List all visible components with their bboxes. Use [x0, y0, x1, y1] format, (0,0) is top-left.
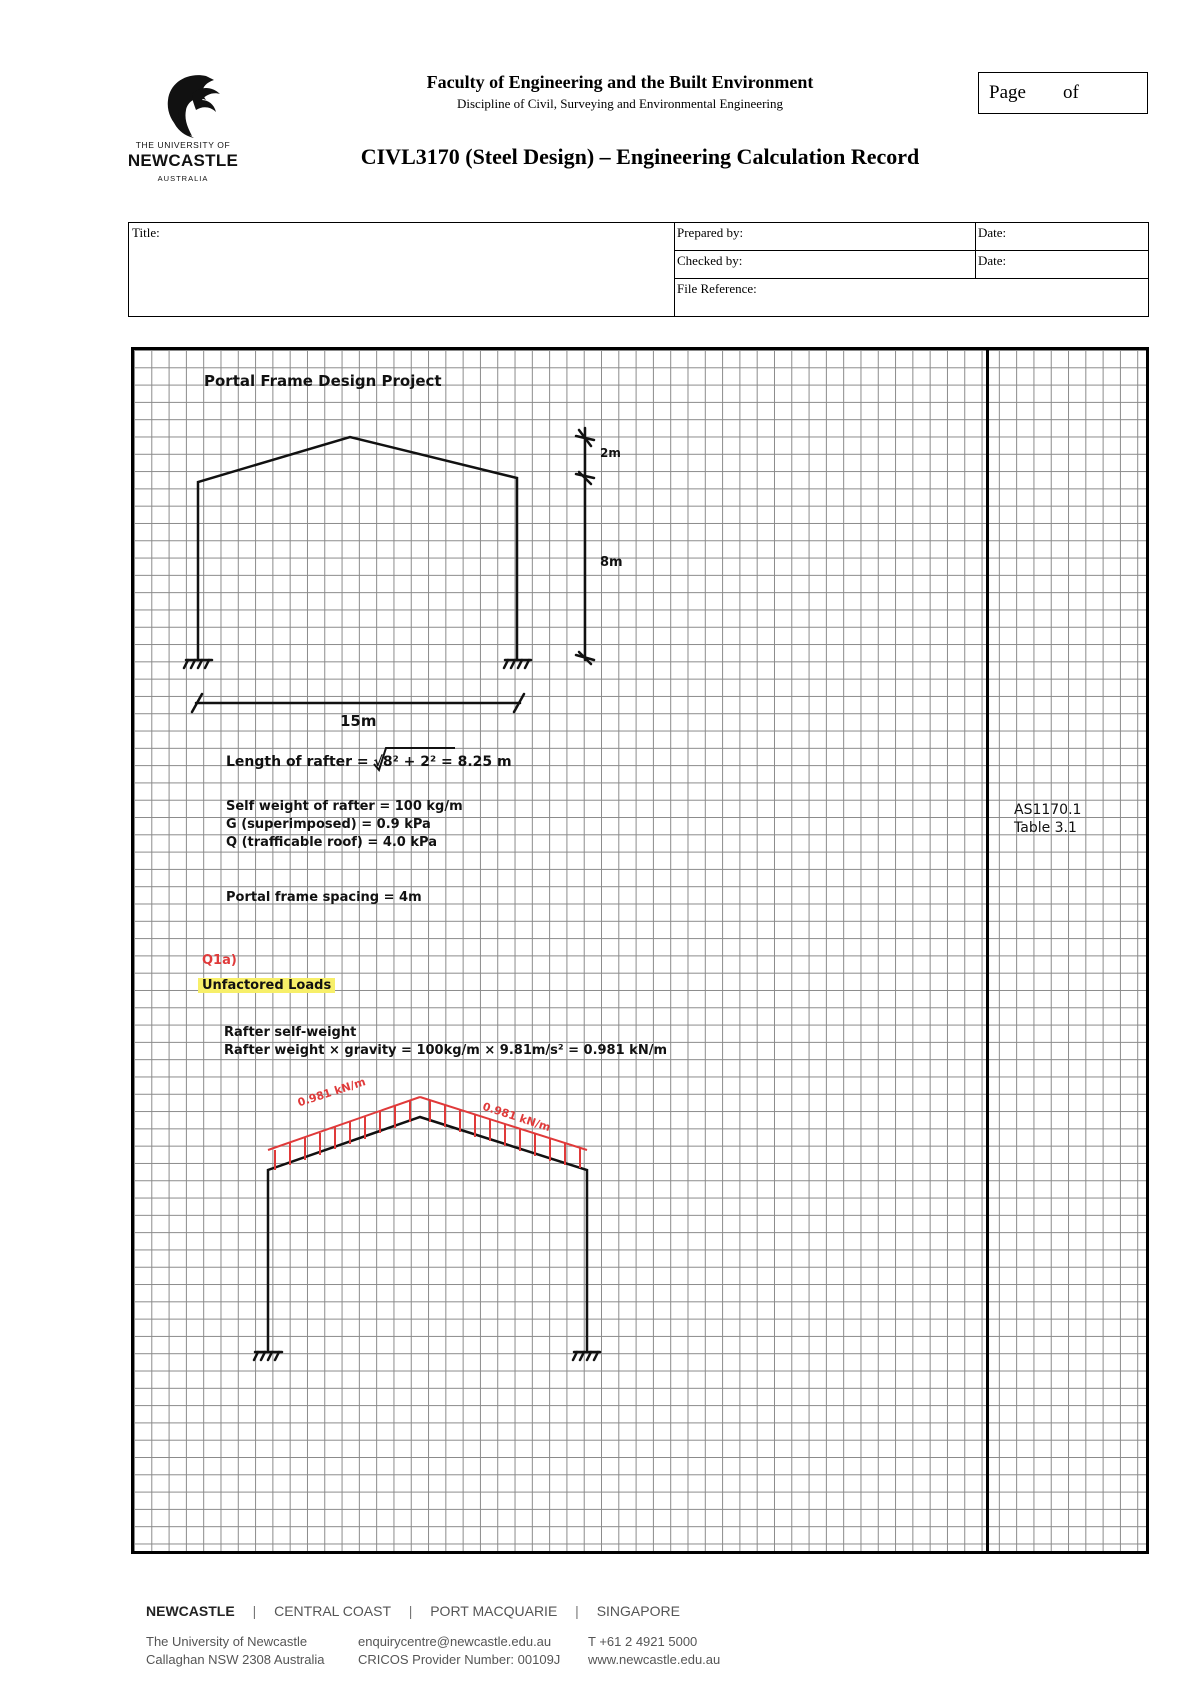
rafter-weight-calc: Rafter weight × gravity = 100kg/m × 9.81m/s² = 0.981 kN/m	[224, 1043, 667, 1058]
self-weight-line: Self weight of rafter = 100 kg/m	[226, 799, 463, 814]
table-reference: Table 3.1	[1014, 820, 1077, 836]
title-field-label[interactable]: Title:	[132, 225, 160, 240]
date-label-2[interactable]: Date:	[978, 253, 1007, 268]
part-label: Q1a)	[202, 953, 237, 968]
standard-reference: AS1170.1	[1014, 802, 1082, 818]
rafter-self-weight-label: Rafter self-weight	[224, 1025, 357, 1040]
udl-label-right: 0.981 kN/m	[480, 1100, 553, 1135]
dim-span-label: 15m	[340, 712, 377, 730]
section-heading: Unfactored Loads	[198, 978, 335, 993]
q-roof-line: Q (trafficable roof) = 4.0 kPa	[226, 835, 437, 850]
prepared-by-label[interactable]: Prepared by:	[677, 225, 744, 240]
email-link[interactable]: enquirycentre@newcastle.edu.au	[358, 1634, 552, 1649]
campus-list: NEWCASTLE | CENTRAL COAST | PORT MACQUARIE | SINGAPORE	[146, 1603, 680, 1619]
dim-side-label: 8m	[600, 555, 623, 570]
logo-line-3: AUSTRALIA	[157, 174, 209, 183]
contact-block: enquirycentre@newcastle.edu.au CRICOS Provider Number: 00109J	[358, 1634, 561, 1667]
web-link[interactable]: www.newcastle.edu.au	[588, 1652, 721, 1667]
campus-newcastle: NEWCASTLE	[146, 1603, 235, 1619]
of-label: of	[1063, 82, 1079, 103]
file-reference-label[interactable]: File Reference:	[677, 281, 757, 296]
rafter-length-line: Length of rafter = √8² + 2² = 8.25 m	[226, 754, 512, 770]
page-label: Page	[989, 82, 1026, 103]
date-label-1[interactable]: Date:	[978, 225, 1007, 240]
campus-central-coast: CENTRAL COAST	[274, 1603, 391, 1619]
udl-label-left: 0.981 kN/m	[296, 1075, 368, 1110]
course-title: CIVL3170 (Steel Design) – Engineering Calculation Record	[360, 144, 920, 169]
g-superimposed-line: G (superimposed) = 0.9 kPa	[226, 817, 431, 832]
address-block: The University of Newcastle Callaghan NSW 2308 Australia	[146, 1634, 325, 1667]
logo-line-2: NEWCASTLE	[127, 151, 239, 170]
checked-by-label[interactable]: Checked by:	[677, 253, 743, 268]
campus-singapore: SINGAPORE	[596, 1603, 680, 1619]
calc-heading: Portal Frame Design Project	[204, 372, 442, 390]
discipline-subtitle: Discipline of Civil, Surveying and Environmental Engineering	[456, 96, 784, 111]
dim-top-label: 2m	[600, 446, 621, 460]
phone-web-block	[588, 1633, 720, 1669]
phone-number: T +61 2 4921 5000	[588, 1634, 698, 1649]
campus-port-macquarie: PORT MACQUARIE	[430, 1603, 558, 1619]
frame-spacing-line: Portal frame spacing = 4m	[226, 890, 422, 905]
faculty-title: Faculty of Engineering and the Built Environment	[426, 72, 814, 92]
logo-line-1: THE UNIVERSITY OF	[135, 140, 231, 150]
